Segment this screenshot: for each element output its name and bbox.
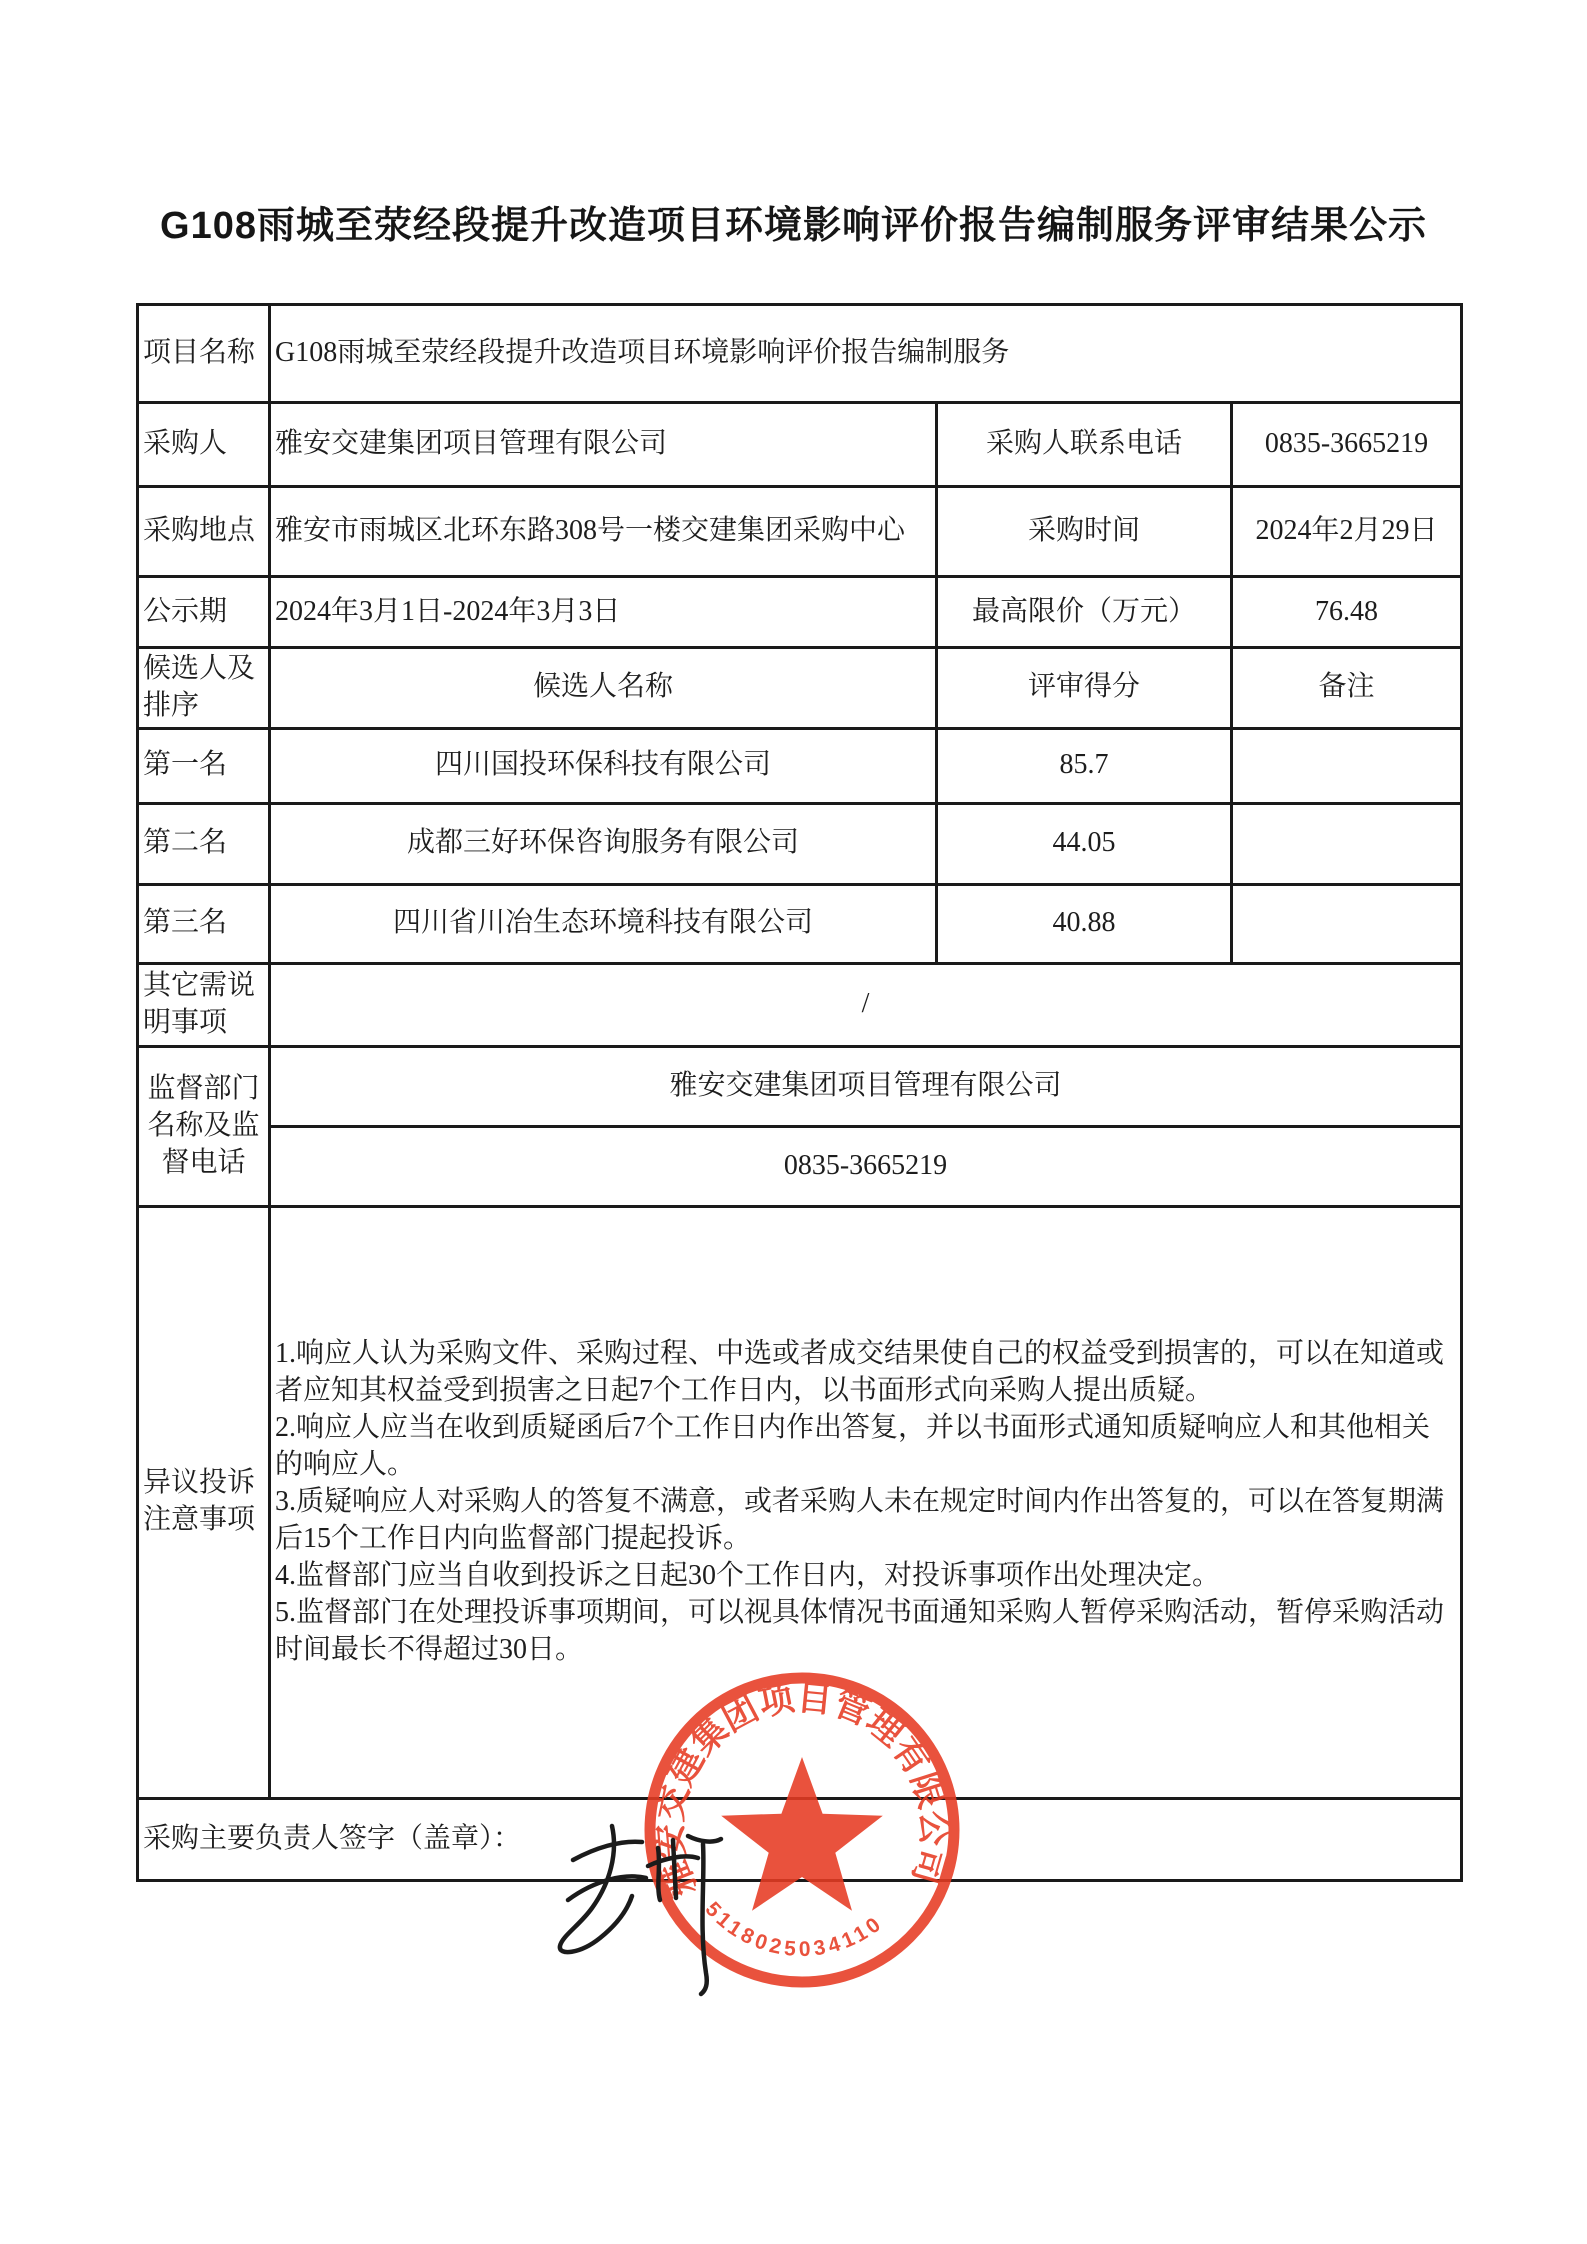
max-price-label: 最高限价（万元） <box>937 577 1232 648</box>
candidate-3-name: 四川省川冶生态环境科技有限公司 <box>270 884 937 963</box>
star-shape <box>721 1757 883 1911</box>
purchase-time-value: 2024年2月29日 <box>1232 487 1462 577</box>
row-project <box>138 305 1462 403</box>
candidate-3-score: 40.88 <box>937 884 1232 963</box>
project-label: 项目名称 <box>138 305 270 403</box>
document-title: G108雨城至荥经段提升改造项目环境影响评价报告编制服务评审结果公示 <box>160 205 1427 247</box>
candidate-1-remark <box>1232 728 1462 803</box>
row-supervision-phone <box>138 1126 1462 1206</box>
seal-number-arc: 5118025034110 <box>700 1897 888 1962</box>
purchaser-label: 采购人 <box>138 403 270 487</box>
complaint-item-5: 5.监督部门在处理投诉事项期间，可以视具体情况书面通知采购人暂停采购活动，暂停采购活动时间最长不得超过30日。 <box>275 1596 1445 1665</box>
publicity-label: 公示期 <box>138 577 270 648</box>
candidate-3-rank: 第三名 <box>138 884 270 963</box>
signature <box>540 1778 740 2008</box>
row-location <box>138 487 1462 577</box>
candidate-row-2 <box>138 803 1462 884</box>
candidate-row-3 <box>138 884 1462 963</box>
row-purchaser <box>138 403 1462 487</box>
purchase-time-label: 采购时间 <box>937 487 1232 577</box>
candidate-2-remark <box>1232 803 1462 884</box>
complaint-item-2: 2.响应人应当在收到质疑函后7个工作日内作出答复，并以书面形式通知质疑响应人和其他相关的响应人。 <box>275 1412 1431 1480</box>
purchaser-phone-value: 0835-3665219 <box>1232 403 1462 487</box>
purchaser-phone-label: 采购人联系电话 <box>937 403 1232 487</box>
candidates-header-score: 评审得分 <box>937 648 1232 729</box>
row-publicity <box>138 577 1462 648</box>
supervision-name: 雅安交建集团项目管理有限公司 <box>270 1046 1462 1126</box>
other-notes-value: / <box>270 963 1462 1046</box>
complaint-item-3: 3.质疑响应人对采购人的答复不满意，或者采购人未在规定时间内作出答复的，可以在答复期满后15个工作日内向监督部门提起投诉。 <box>275 1485 1445 1554</box>
complaint-item-1: 1.响应人认为采购文件、采购过程、中选或者成交结果使自己的权益受到损害的，可以在知道或者应知其权益受到损害之日起7个工作日内，以书面形式向采购人提出质疑。 <box>275 1338 1445 1407</box>
other-notes-label: 其它需说明事项 <box>138 963 270 1046</box>
candidates-header-remark: 备注 <box>1232 648 1462 729</box>
candidate-2-name: 成都三好环保咨询服务有限公司 <box>270 803 937 884</box>
project-value: G108雨城至荥经段提升改造项目环境影响评价报告编制服务 <box>270 305 1462 403</box>
candidate-1-rank: 第一名 <box>138 728 270 803</box>
row-candidates-header <box>138 648 1462 729</box>
row-other-notes <box>138 963 1462 1046</box>
supervision-phone: 0835-3665219 <box>270 1126 1462 1206</box>
signature-strokes <box>560 1826 721 1994</box>
location-label: 采购地点 <box>138 487 270 577</box>
supervision-label: 监督部门名称及监督电话 <box>138 1046 270 1206</box>
location-value: 雅安市雨城区北环东路308号一楼交建集团采购中心 <box>270 487 937 577</box>
row-supervision-name <box>138 1046 1462 1126</box>
candidate-2-score: 44.05 <box>937 803 1232 884</box>
complaint-label: 异议投诉注意事项 <box>138 1206 270 1798</box>
signature-label: 采购主要负责人签字（盖章）： <box>138 1798 1462 1880</box>
red-star-icon <box>721 1757 883 1911</box>
publicity-value: 2024年3月1日-2024年3月3日 <box>270 577 937 648</box>
seal-company-arc: 雅安交建集团项目管理有限公司 <box>650 1677 954 1903</box>
candidates-header-label: 候选人及排序 <box>138 648 270 729</box>
candidate-1-score: 85.7 <box>937 728 1232 803</box>
max-price-value: 76.48 <box>1232 577 1462 648</box>
candidates-header-name: 候选人名称 <box>270 648 937 729</box>
purchaser-value: 雅安交建集团项目管理有限公司 <box>270 403 937 487</box>
candidate-1-name: 四川国投环保科技有限公司 <box>270 728 937 803</box>
candidate-row-1 <box>138 728 1462 803</box>
candidate-2-rank: 第二名 <box>138 803 270 884</box>
candidate-3-remark <box>1232 884 1462 963</box>
complaint-item-4: 4.监督部门应当自收到投诉之日起30个工作日内，对投诉事项作出处理决定。 <box>275 1559 1221 1591</box>
